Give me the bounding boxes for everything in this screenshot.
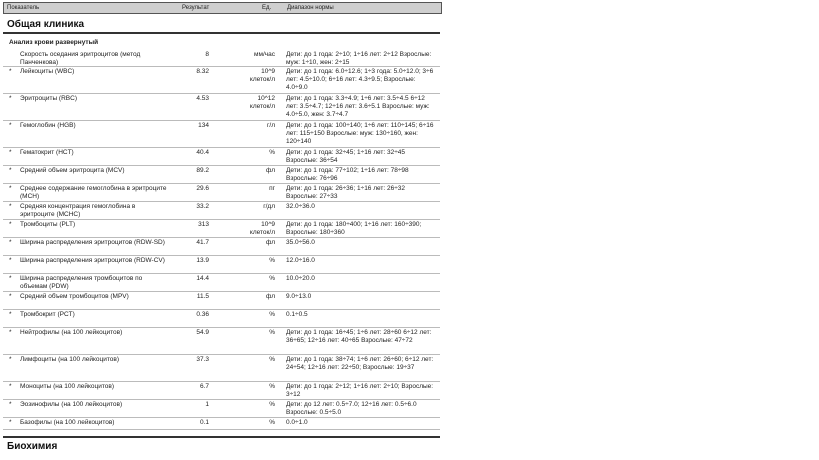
row-flag: *: [9, 275, 12, 282]
test-name: Лимфоциты (на 100 лейкоцитов): [20, 356, 120, 363]
row-flag: *: [9, 221, 12, 228]
reference-range: Дети: до 1 года: 32÷45; 1÷16 лет: 32÷45 Взрослые: 36÷54: [286, 149, 406, 164]
row-flag: *: [9, 203, 12, 210]
reference-range: Дети: до 1 года: 2÷10; 1÷16 лет: 2÷12 Взрослые: муж: 1÷10, жен: 2÷15: [286, 51, 432, 66]
row-flag: *: [9, 122, 12, 129]
reference-range: 10.0÷20.0: [286, 275, 315, 282]
row-flag: *: [9, 149, 12, 156]
test-value: 54.9: [196, 329, 209, 336]
test-value: 41.7: [196, 239, 209, 246]
reference-range: 32.0÷36.0: [286, 203, 315, 210]
test-unit: %: [269, 311, 275, 318]
table-row: [3, 238, 440, 256]
test-name: Эозинофилы (на 100 лейкоцитов): [20, 401, 123, 408]
reference-range: 35.0÷56.0: [286, 239, 315, 246]
reference-range: Дети: до 1 года: 2÷12; 1÷16 лет: 2÷10; Взрослые: 3÷12: [286, 383, 434, 398]
test-name: Тромбоциты (PLT): [20, 221, 76, 228]
test-value: 8.32: [196, 68, 209, 75]
test-name: Средний объем тромбоцитов (MPV): [20, 293, 129, 300]
test-unit: %: [269, 149, 275, 156]
row-flag: *: [9, 293, 12, 300]
table-header: [3, 2, 442, 14]
table-row: [3, 121, 440, 148]
row-flag: *: [9, 419, 12, 426]
table-row: [3, 418, 440, 430]
table-row: [3, 256, 440, 274]
test-name: Нейтрофилы (на 100 лейкоцитов): [20, 329, 123, 336]
test-name: Ширина распределения эритроцитов (RDW-CV): [20, 257, 165, 264]
test-unit: %: [269, 257, 275, 264]
test-unit: 10^12 клеток/л: [249, 95, 275, 110]
test-value: 6.7: [199, 383, 209, 390]
test-unit: фл: [266, 239, 275, 246]
test-value: 8: [205, 51, 209, 58]
section-divider: [3, 32, 440, 34]
test-name: Лейкоциты (WBC): [20, 68, 75, 75]
table-row: [3, 382, 440, 400]
test-unit: г/дл: [263, 203, 275, 210]
table-row: [3, 310, 440, 328]
reference-range: 12.0÷16.0: [286, 257, 315, 264]
test-value: 313: [198, 221, 209, 228]
reference-range: Дети: до 12 лет: 0.5÷7.0; 12÷16 лет: 0.5÷6.0 Взрослые: 0.5÷5.0: [286, 401, 417, 416]
row-flag: *: [9, 329, 12, 336]
test-unit: мм/час: [254, 51, 275, 58]
test-value: 33.2: [196, 203, 209, 210]
test-value: 4.53: [196, 95, 209, 102]
section2-divider: [3, 436, 440, 438]
reference-range: Дети: до 1 года: 100÷140; 1÷6 лет: 110÷145; 6÷16 лет: 115÷150 Взрослые: муж: 130÷160, жен: 120÷140: [286, 122, 434, 145]
row-flag: *: [9, 257, 12, 264]
results-table: [3, 50, 440, 430]
reference-range: 9.0÷13.0: [286, 293, 312, 300]
table-row: [3, 94, 440, 121]
test-unit: %: [269, 401, 275, 408]
test-name: Эритроциты (RBC): [20, 95, 77, 102]
table-row: [3, 355, 440, 382]
test-unit: %: [269, 275, 275, 282]
test-value: 40.4: [196, 149, 209, 156]
reference-range: 0.0÷1.0: [286, 419, 308, 426]
test-unit: фл: [266, 293, 275, 300]
section2-title: Биохимия: [7, 441, 58, 452]
table-row: [3, 220, 440, 238]
test-name: Скорость оседания эритроцитов (метод Панченкова): [20, 51, 141, 66]
table-row: [3, 274, 440, 292]
test-value: 14.4: [196, 275, 209, 282]
test-unit: 10^9 клеток/л: [249, 221, 275, 236]
test-value: 13.9: [196, 257, 209, 264]
section-title: Общая клиника: [7, 19, 85, 30]
row-flag: *: [9, 68, 12, 75]
test-name: Ширина распределения тромбоцитов по объемам (PDW): [20, 275, 143, 290]
test-value: 89.2: [196, 167, 209, 174]
table-row: [3, 67, 440, 94]
test-name: Моноциты (на 100 лейкоцитов): [20, 383, 115, 390]
col-ref-header: Диапазон нормы: [287, 5, 334, 11]
test-value: 1: [205, 401, 209, 408]
table-row: [3, 202, 440, 220]
row-flag: *: [9, 401, 12, 408]
test-name: Тромбокрит (PCT): [20, 311, 75, 318]
reference-range: Дети: до 1 года: 38÷74; 1÷6 лет: 26÷60; 6÷12 лет: 24÷54; 12÷16 лет: 22÷50; Взрослые: 19÷37: [286, 356, 434, 371]
test-unit: %: [269, 356, 275, 363]
row-flag: *: [9, 311, 12, 318]
test-value: 0.1: [199, 419, 209, 426]
subsection-title: Анализ крови развернутый: [9, 39, 99, 46]
row-flag: *: [9, 185, 12, 192]
row-flag: *: [9, 239, 12, 246]
test-unit: г/л: [267, 122, 275, 129]
reference-range: Дети: до 1 года: 3.3÷4.9; 1÷6 лет: 3.5÷4.5 6÷12 лет: 3.5÷4.7; 12÷16 лет: 3.6÷5.1 Взрослые: муж: 4.0÷5.0, жен: 3.7÷4.7: [286, 95, 430, 118]
test-unit: %: [269, 329, 275, 336]
reference-range: Дети: до 1 года: 77÷102; 1÷16 лет: 78÷98 Взрослые: 76÷96: [286, 167, 409, 182]
col-name-header: Показатель: [7, 5, 40, 11]
test-name: Базофилы (на 100 лейкоцитов): [20, 419, 115, 426]
table-row: [3, 166, 440, 184]
test-name: Средний объем эритроцита (MCV): [20, 167, 125, 174]
test-value: 37.3: [196, 356, 209, 363]
table-row: [3, 50, 440, 67]
reference-range: 0.1÷0.5: [286, 311, 308, 318]
test-value: 29.6: [196, 185, 209, 192]
test-unit: %: [269, 419, 275, 426]
col-result-header: Результат: [182, 5, 210, 11]
test-unit: пг: [269, 185, 275, 192]
row-flag: *: [9, 383, 12, 390]
test-name: Гемоглобин (HGB): [20, 122, 76, 129]
test-name: Средняя концентрация гемоглобина в эритроците (MCHC): [20, 203, 136, 218]
table-row: [3, 328, 440, 355]
test-name: Среднее содержание гемоглобина в эритроците (MCH): [20, 185, 167, 200]
test-value: 0.36: [196, 311, 209, 318]
reference-range: Дети: до 1 года: 6.0÷12.6; 1÷3 года: 5.0÷12.0; 3÷6 лет: 4.5÷10.0; 6÷16 лет: 4.3÷9.5; Взрослые: 4.0÷9.0: [286, 68, 434, 91]
table-row: [3, 292, 440, 310]
row-flag: *: [9, 167, 12, 174]
test-value: 11.5: [196, 293, 209, 300]
test-name: Гематокрит (HCT): [20, 149, 74, 156]
reference-range: Дети: до 1 года: 26÷36; 1÷16 лет: 26÷32 Взрослые: 27÷33: [286, 185, 406, 200]
test-name: Ширина распределения эритроцитов (RDW-SD): [20, 239, 165, 246]
table-row: [3, 148, 440, 166]
test-unit: 10^9 клеток/л: [249, 68, 275, 83]
reference-range: Дети: до 1 года: 180÷400; 1÷16 лет: 160÷390; Взрослые: 180÷360: [286, 221, 422, 236]
row-flag: *: [9, 356, 12, 363]
table-row: [3, 400, 440, 418]
table-row: [3, 184, 440, 202]
col-unit-header: Ед.: [262, 5, 272, 11]
reference-range: Дети: до 1 года: 16÷45; 1÷6 лет: 28÷60 6÷12 лет: 36÷65; 12÷16 лет: 40÷65 Взрослые: 47÷72: [286, 329, 432, 344]
test-unit: %: [269, 383, 275, 390]
row-flag: *: [9, 95, 12, 102]
test-value: 134: [198, 122, 209, 129]
test-unit: фл: [266, 167, 275, 174]
